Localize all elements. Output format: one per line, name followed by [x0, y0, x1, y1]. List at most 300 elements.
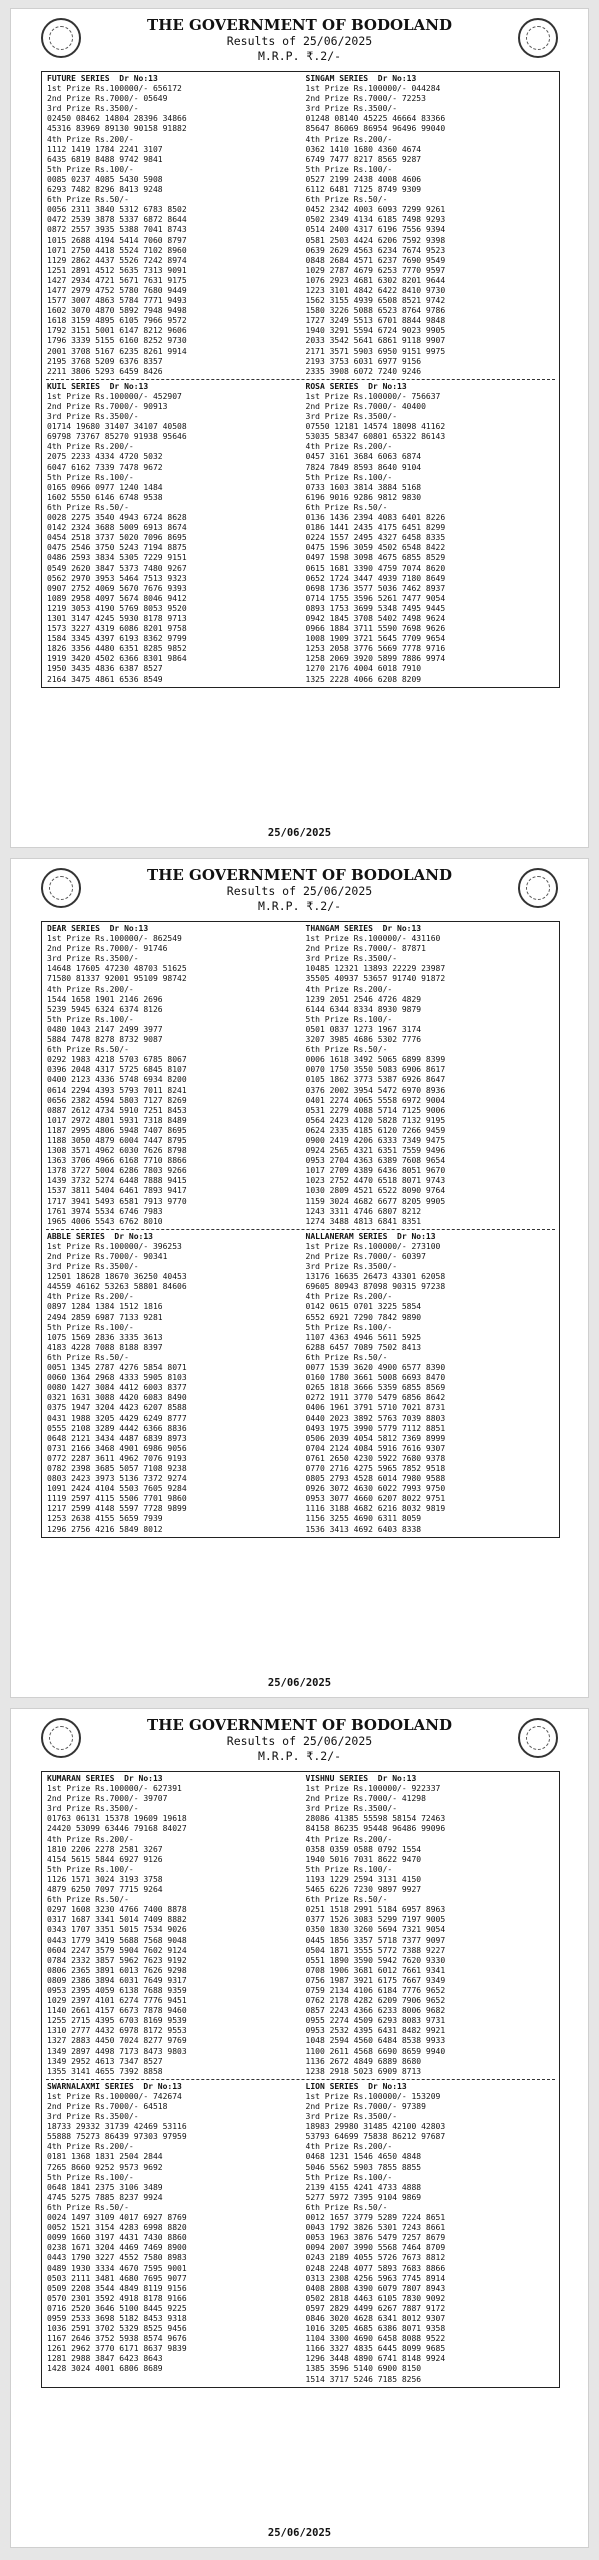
result-line: 0401 2274 4065 5558 6972 9004	[305, 1095, 446, 1105]
series-row	[42, 922, 559, 1229]
result-line: 1584 3345 4397 6193 8362 9799	[47, 634, 187, 644]
result-line: 4th Prize Rs.200/-	[47, 1292, 134, 1302]
result-line: 5277 5972 7395 9104 9869	[305, 2192, 422, 2202]
result-line: 0489 1930 3334 4670 7595 9001	[47, 2263, 187, 2273]
emblem-left-icon	[41, 868, 81, 908]
series-block	[301, 72, 560, 379]
result-line: 0343 1707 3351 5015 7534 9026	[47, 1925, 187, 1935]
result-line: 0077 1539 3620 4900 6577 8390	[305, 1363, 446, 1373]
result-line: 1573 3227 4319 6086 8201 9758	[47, 624, 187, 634]
series-row	[42, 72, 559, 379]
result-line: 1116 3188 4682 6216 8032 9819	[305, 1504, 446, 1514]
result-line: 0085 0237 4085 5430 5908	[47, 174, 163, 184]
result-line: 6047 6162 7339 7478 9672	[47, 462, 163, 472]
result-line: 2nd Prize Rs.7000/- 05649	[47, 94, 168, 104]
series-block	[301, 1230, 560, 1537]
result-line: 0377 1526 3083 5299 7197 9005	[305, 1915, 446, 1925]
result-line: 5th Prize Rs.100/-	[305, 164, 393, 174]
emblem-left-icon	[41, 18, 81, 58]
result-line: 6th Prize Rs.50/-	[47, 1045, 129, 1055]
result-line: 1796 3339 5155 6160 8252 9730	[47, 336, 187, 346]
result-line: 10485 12321 13893 22229 23987	[305, 964, 446, 974]
result-line: 0966 1884 3711 5590 7698 9626	[305, 624, 446, 634]
result-line: 0805 2793 4528 6014 7980 9588	[305, 1474, 446, 1484]
result-line: 0531 2279 4088 5714 7125 9006	[305, 1105, 446, 1115]
result-line: 6th Prize Rs.50/-	[47, 195, 129, 205]
result-line: 3rd Prize Rs.3500/-	[305, 1804, 398, 1814]
result-line: 0238 1671 3204 4469 7469 8900	[47, 2243, 187, 2253]
result-line: 1104 3300 4690 6458 8088 9522	[305, 2334, 446, 2344]
result-line: 2nd Prize Rs.7000/- 90913	[47, 402, 168, 411]
result-line: 1071 2750 4418 5524 7102 8960	[47, 245, 187, 255]
result-line: 1238 2918 5023 6909 8713	[305, 2066, 422, 2076]
result-line: 1029 2787 4679 6253 7770 9597	[305, 265, 446, 275]
result-line: 0452 2342 4003 6093 7299 9261	[305, 205, 446, 215]
result-line: 3rd Prize Rs.3500/-	[47, 954, 139, 964]
result-line: 0708 1906 3681 6012 7661 9341	[305, 1965, 446, 1975]
result-sheet	[10, 8, 589, 848]
result-line: 0028 2275 3540 4943 6724 8628	[47, 513, 187, 523]
result-line: 1327 2883 4450 7024 8277 9769	[47, 2036, 187, 2046]
result-line: 0848 2684 4571 6237 7690 9549	[305, 255, 446, 265]
result-line: 0564 2423 4120 5828 7132 9195	[305, 1115, 446, 1125]
result-line: 2033 3542 5641 6861 9118 9907	[305, 336, 446, 346]
series-row	[42, 2080, 559, 2387]
series-block	[42, 1230, 301, 1537]
result-line: 1602 3070 4870 5892 7948 9498	[47, 306, 187, 316]
result-line: 4th Prize Rs.200/-	[47, 2142, 134, 2152]
result-line: 1602 5550 6146 6748 9538	[47, 492, 163, 502]
series-title: THANGAM SERIES Dr No:13	[305, 924, 422, 933]
series-title: ROSA SERIES Dr No:13	[305, 381, 407, 391]
series-block	[42, 72, 301, 379]
mrp-price: M.R.P. ₹.2/-	[257, 1749, 342, 1763]
result-line: 0024 1497 3109 4017 6927 8769	[47, 2213, 187, 2223]
result-line: 53793 64699 75838 86212 97687	[305, 2132, 446, 2142]
result-line: 2nd Prize Rs.7000/- 41298	[305, 1794, 426, 1804]
result-line: 0502 2818 4463 6105 7830 9092	[305, 2293, 446, 2303]
result-line: 0503 2111 3481 4680 7695 9077	[47, 2273, 187, 2283]
result-line: 0504 1871 3555 5772 7388 9227	[305, 1945, 446, 1955]
result-line: 12501 18628 18670 36250 40453	[47, 1272, 187, 1282]
result-line: 1008 1909 3721 5645 7709 9654	[305, 634, 446, 644]
result-line: 0639 2629 4563 6234 7674 9523	[305, 245, 446, 255]
result-line: 1349 2952 4613 7347 8527	[47, 2056, 163, 2066]
series-block	[42, 2080, 301, 2387]
result-line: 1385 3596 5140 6900 8150	[305, 2364, 422, 2374]
result-line: 0053 1963 3876 5479 7257 8679	[305, 2233, 446, 2243]
result-line: 0926 3072 4630 6022 7993 9750	[305, 1484, 446, 1494]
series-title: SWARNALAXMI SERIES Dr No:13	[47, 2081, 182, 2091]
result-line: 0509 2208 3544 4849 8119 9156	[47, 2283, 187, 2293]
sheet-header	[11, 859, 588, 921]
result-line: 5239 5945 6324 6374 8126	[47, 1004, 163, 1014]
result-line: 1281 2988 3847 6423 8643	[47, 2354, 163, 2364]
result-line: 6552 6921 7290 7842 9890	[305, 1312, 422, 1322]
result-line: 6th Prize Rs.50/-	[47, 2202, 129, 2212]
result-line: 5th Prize Rs.100/-	[305, 472, 393, 482]
result-line: 1st Prize Rs.100000/- 656172	[47, 84, 182, 94]
result-line: 4th Prize Rs.200/-	[305, 984, 393, 994]
result-line: 02450 08462 14804 28396 34866	[47, 114, 187, 124]
result-line: 07550 12181 14574 18098 41162	[305, 422, 446, 432]
result-line: 0396 2048 4317 5725 6845 8107	[47, 1065, 187, 1075]
result-line: 1792 3151 5001 6147 8212 9606	[47, 326, 187, 336]
footer-date: 25/06/2025	[267, 2527, 332, 2539]
result-line: 1st Prize Rs.100000/- 922337	[305, 1784, 441, 1794]
result-line: 6th Prize Rs.50/-	[47, 502, 129, 512]
series-block	[301, 922, 560, 1229]
result-line: 6749 7477 8217 8565 9287	[305, 154, 422, 164]
result-line: 2nd Prize Rs.7000/- 64518	[47, 2102, 168, 2111]
result-line: 1727 3249 5513 6701 8844 9848	[305, 316, 446, 326]
result-line: 0953 2395 4059 6138 7688 9359	[47, 1985, 187, 1995]
result-line: 0846 3020 4628 6341 8012 9307	[305, 2313, 446, 2323]
result-line: 1544 1658 1901 2146 2696	[47, 994, 163, 1004]
result-line: 0265 1818 3666 5359 6855 8569	[305, 1383, 446, 1393]
result-line: 6th Prize Rs.50/-	[305, 2202, 388, 2212]
result-line: 0656 2382 4594 5803 7127 8269	[47, 1095, 187, 1105]
result-line: 1310 2777 4432 6978 8172 9553	[47, 2026, 187, 2036]
result-line: 0698 1736 3577 5036 7462 8937	[305, 583, 446, 593]
result-line: 0051 1345 2787 4276 5854 8071	[47, 1363, 187, 1373]
result-line: 3rd Prize Rs.3500/-	[305, 412, 398, 422]
result-line: 6196 9016 9286 9812 9830	[305, 492, 422, 502]
result-line: 0136 1436 2394 4083 6401 8226	[305, 513, 446, 523]
result-line: 2193 3753 6031 6977 9156	[305, 356, 422, 366]
result-line: 01248 08140 45225 46664 83366	[305, 114, 446, 124]
result-line: 0527 2199 2438 4008 4606	[305, 174, 422, 184]
result-line: 0761 2650 4230 5922 7680 9378	[305, 1453, 446, 1463]
result-line: 0475 1596 3059 4502 6548 8422	[305, 543, 446, 553]
result-line: 69798 73767 85270 91938 95646	[47, 432, 187, 442]
result-line: 1217 2599 4148 5597 7728 9899	[47, 1504, 187, 1514]
footer-date: 25/06/2025	[267, 827, 332, 839]
result-line: 0733 1603 3814 3884 5168	[305, 482, 422, 492]
series-block	[301, 380, 560, 687]
result-line: 1119 2597 4115 5506 7701 9860	[47, 1494, 187, 1504]
result-line: 1st Prize Rs.100000/- 273100	[305, 1241, 441, 1251]
result-line: 1325 2228 4066 6208 8209	[305, 674, 422, 684]
result-line: 1st Prize Rs.100000/- 756637	[305, 391, 441, 401]
result-line: 35505 40937 53657 91740 91872	[305, 974, 446, 984]
emblem-right-icon	[518, 868, 558, 908]
result-line: 1562 3155 4939 6508 8521 9742	[305, 296, 446, 306]
result-line: 4879 6250 7097 7715 9264	[47, 1885, 163, 1895]
result-line: 4th Prize Rs.200/-	[305, 2142, 393, 2152]
result-line: 0953 2704 4363 6389 7608 9654	[305, 1156, 446, 1166]
result-line: 1439 3732 5274 6448 7888 9415	[47, 1176, 187, 1186]
result-line: 1017 2972 4801 5931 7318 8489	[47, 1115, 187, 1125]
emblem-right-icon	[518, 1718, 558, 1758]
result-line: 0468 1231 1546 4650 4848	[305, 2152, 422, 2162]
result-line: 3rd Prize Rs.3500/-	[47, 2112, 139, 2122]
result-line: 0770 2716 4275 5965 7852 9518	[305, 1463, 446, 1473]
result-line: 0562 2970 3953 5464 7513 9323	[47, 573, 187, 583]
result-line: 0186 1441 2435 4175 6451 8299	[305, 523, 446, 533]
result-line: 1030 2809 4521 6522 8090 9764	[305, 1186, 446, 1196]
results-box	[41, 71, 560, 688]
result-line: 0406 1961 3791 5710 7021 8731	[305, 1403, 446, 1413]
result-line: 18733 29332 31739 42469 53116	[47, 2122, 187, 2132]
result-line: 1st Prize Rs.100000/- 431160	[305, 934, 441, 944]
result-line: 1140 2661 4157 6673 7878 9460	[47, 2006, 187, 2016]
series-row	[42, 1772, 559, 2079]
result-line: 0070 1750 3550 5083 6906 8617	[305, 1065, 446, 1075]
result-line: 6th Prize Rs.50/-	[47, 1352, 129, 1362]
result-line: 0043 1792 3826 5301 7243 8661	[305, 2223, 446, 2233]
result-line: 5th Prize Rs.100/-	[305, 1864, 393, 1874]
result-line: 0652 1724 3447 4939 7180 8649	[305, 573, 446, 583]
result-line: 0581 2503 4424 6206 7592 9398	[305, 235, 446, 245]
result-line: 0224 1557 2495 4327 6458 8335	[305, 533, 446, 543]
result-line: 1136 2672 4849 6889 8680	[305, 2056, 422, 2066]
result-line: 1536 3413 4692 6403 8338	[305, 1524, 422, 1534]
result-line: 0953 2532 4395 6431 8482 9921	[305, 2026, 446, 2036]
result-line: 0165 0966 0977 1240 1484	[47, 482, 163, 492]
result-line: 1580 3226 5088 6523 8764 9786	[305, 306, 446, 316]
result-line: 4745 5275 7885 8237 9924	[47, 2192, 163, 2202]
result-line: 1427 2934 4721 5671 7631 9175	[47, 275, 187, 285]
result-line: 1577 3007 4863 5784 7771 9493	[47, 296, 187, 306]
result-line: 0893 1753 3699 5348 7495 9445	[305, 603, 446, 613]
result-line: 1251 2891 4512 5635 7313 9091	[47, 265, 187, 275]
result-line: 5th Prize Rs.100/-	[47, 2172, 134, 2182]
series-title: KUIL SERIES Dr No:13	[47, 381, 149, 391]
result-line: 0731 2166 3468 4901 6986 9056	[47, 1443, 187, 1453]
result-sheet	[10, 1708, 589, 2548]
result-line: 18983 29980 31485 42100 42803	[305, 2122, 446, 2132]
result-line: 0597 2829 4499 6267 7887 9172	[305, 2303, 446, 2313]
result-line: 5884 7478 8278 8732 9087	[47, 1035, 163, 1045]
result-line: 1717 3941 5493 6581 7913 9770	[47, 1196, 187, 1206]
result-line: 1091 2424 4104 5503 7605 9284	[47, 1484, 187, 1494]
result-line: 1017 2709 4389 6436 8051 9670	[305, 1166, 446, 1176]
result-line: 0056 2311 3840 5312 6783 8502	[47, 205, 187, 215]
result-line: 0551 1890 3590 5942 7620 9330	[305, 1955, 446, 1965]
result-line: 1219 3053 4190 5769 8053 9520	[47, 603, 187, 613]
result-line: 1st Prize Rs.100000/- 862549	[47, 934, 182, 944]
result-line: 1223 3101 4842 6422 8410 9730	[305, 285, 446, 295]
result-line: 1159 3024 4682 6677 8205 9905	[305, 1196, 446, 1206]
result-line: 0648 1841 2375 3106 3489	[47, 2182, 163, 2192]
result-line: 1107 4363 4946 5611 5925	[305, 1332, 422, 1342]
series-block	[301, 1772, 560, 2079]
result-line: 0714 1755 3596 5261 7477 9054	[305, 593, 446, 603]
result-line: 0142 0615 0701 3225 5854	[305, 1302, 422, 1312]
result-line: 0784 2332 3857 5962 7623 9192	[47, 1955, 187, 1965]
result-line: 0809 2386 3894 6031 7649 9317	[47, 1975, 187, 1985]
result-line: 1477 2979 4752 5780 7680 9449	[47, 285, 187, 295]
result-line: 1826 3356 4480 6351 8285 9852	[47, 644, 187, 654]
result-line: 3rd Prize Rs.3500/-	[47, 104, 139, 114]
result-line: 44559 46162 53263 58801 84606	[47, 1282, 187, 1292]
result-line: 1940 3291 5594 6724 9023 9905	[305, 326, 446, 336]
result-line: 1st Prize Rs.100000/- 396253	[47, 1241, 182, 1251]
result-line: 0443 1779 3419 5688 7568 9048	[47, 1935, 187, 1945]
result-line: 1965 4006 5543 6762 8010	[47, 1216, 163, 1226]
result-line: 2nd Prize Rs.7000/- 40400	[305, 402, 426, 411]
result-line: 0570 2301 3592 4918 8178 9166	[47, 2293, 187, 2303]
result-line: 53035 58347 60801 65322 86143	[305, 432, 446, 442]
sheet-header	[11, 9, 588, 71]
result-line: 0362 1410 1680 4360 4674	[305, 144, 422, 154]
result-line: 0762 2178 4282 6209 7906 9652	[305, 1996, 446, 2006]
result-line: 1270 2176 4004 6018 7910	[305, 664, 422, 674]
series-block	[42, 380, 301, 687]
result-line: 2nd Prize Rs.7000/- 90341	[47, 1252, 168, 1261]
result-line: 2nd Prize Rs.7000/- 39707	[47, 1794, 168, 1804]
result-line: 1st Prize Rs.100000/- 452907	[47, 391, 182, 401]
result-line: 1301 3147 4245 5930 8178 9713	[47, 613, 187, 623]
result-line: 1193 1229 2594 3131 4150	[305, 1874, 422, 1884]
result-line: 1349 2897 4498 7173 8473 9803	[47, 2046, 187, 2056]
result-line: 0408 2808 4390 6079 7807 8943	[305, 2283, 446, 2293]
series-title: NALLANERAM SERIES Dr No:13	[305, 1231, 436, 1241]
result-line: 0012 1657 3779 5289 7224 8651	[305, 2213, 446, 2223]
result-line: 1761 3974 5534 6746 7983	[47, 1206, 163, 1216]
result-line: 0400 2123 4336 5748 6934 8200	[47, 1075, 187, 1085]
result-line: 6112 6481 7125 8749 9309	[305, 185, 422, 195]
result-line: 6288 6457 7089 7502 8413	[305, 1342, 422, 1352]
result-line: 6th Prize Rs.50/-	[305, 1895, 388, 1905]
result-line: 1296 3448 4890 6741 8148 9924	[305, 2354, 446, 2364]
result-line: 0080 1427 3084 4412 6003 8377	[47, 1383, 187, 1393]
result-line: 0440 2023 3892 5763 7039 8803	[305, 1413, 446, 1423]
government-title: THE GOVERNMENT OF BODOLAND	[147, 1716, 452, 1734]
result-line: 5th Prize Rs.100/-	[47, 164, 134, 174]
result-line: 1355 3141 4655 7392 8858	[47, 2066, 163, 2076]
result-line: 1023 2752 4470 6518 8071 9743	[305, 1176, 446, 1186]
result-line: 1st Prize Rs.100000/- 153209	[305, 2091, 441, 2101]
results-date: Results of 25/06/2025	[226, 884, 373, 898]
result-line: 0251 1518 2991 5184 6957 8963	[305, 1905, 446, 1915]
result-line: 0060 1364 2968 4333 5905 8103	[47, 1373, 187, 1383]
result-line: 1363 3706 4966 6168 7710 8866	[47, 1156, 187, 1166]
series-title: ABBLE SERIES Dr No:13	[47, 1231, 153, 1241]
result-line: 6th Prize Rs.50/-	[305, 502, 388, 512]
result-line: 0549 2620 3847 5373 7480 9267	[47, 563, 187, 573]
result-line: 0924 2565 4321 6351 7559 9496	[305, 1146, 446, 1156]
result-line: 5465 6226 7230 9897 9927	[305, 1885, 422, 1895]
result-line: 1075 1569 2836 3335 3613	[47, 1332, 163, 1342]
result-line: 1100 2611 4568 6690 8659 9940	[305, 2046, 446, 2056]
result-line: 0497 1598 3098 4675 6855 8529	[305, 553, 446, 563]
result-line: 1016 3205 4685 6386 8071 9358	[305, 2324, 446, 2334]
result-line: 0313 2308 4256 5963 7745 8914	[305, 2273, 446, 2283]
result-line: 0480 1043 2147 2499 3977	[47, 1024, 163, 1034]
result-line: 6144 6344 8334 8930 9879	[305, 1004, 422, 1014]
result-line: 2nd Prize Rs.7000/- 72253	[305, 94, 426, 104]
result-line: 0094 2007 3990 5568 7464 8709	[305, 2243, 446, 2253]
result-line: 69605 80943 87098 90315 97238	[305, 1282, 446, 1292]
result-line: 0759 2134 4106 6184 7776 9652	[305, 1985, 446, 1995]
result-line: 2nd Prize Rs.7000/- 91746	[47, 944, 168, 954]
result-line: 3rd Prize Rs.3500/-	[47, 1262, 139, 1272]
result-line: 6th Prize Rs.50/-	[305, 195, 388, 205]
result-line: 0772 2287 3611 4962 7076 9193	[47, 1453, 187, 1463]
result-line: 1940 5016 7031 8622 9470	[305, 1854, 422, 1864]
series-block	[301, 2080, 560, 2387]
result-line: 1253 2638 4155 5659 7939	[47, 1514, 163, 1524]
result-line: 1st Prize Rs.100000/- 627391	[47, 1784, 182, 1794]
result-line: 0248 2248 4077 5893 7683 8866	[305, 2263, 446, 2273]
result-line: 3rd Prize Rs.3500/-	[305, 104, 398, 114]
result-line: 0431 1988 3205 4429 6249 8777	[47, 1413, 187, 1423]
result-line: 1112 1419 1784 2241 3107	[47, 144, 163, 154]
series-block	[42, 1772, 301, 2079]
result-line: 2195 3768 5209 6376 8357	[47, 356, 163, 366]
result-line: 0457 3161 3684 6063 6874	[305, 452, 422, 462]
result-line: 1261 2962 3770 6171 8637 9839	[47, 2344, 187, 2354]
result-line: 1029 2397 4101 6274 7776 9451	[47, 1996, 187, 2006]
result-line: 0959 2533 3698 5182 8453 9318	[47, 2313, 187, 2323]
result-line: 0803 2423 3973 5136 7372 9274	[47, 1474, 187, 1484]
results-date: Results of 25/06/2025	[226, 1734, 373, 1748]
result-line: 1919 3420 4502 6366 8301 9864	[47, 654, 187, 664]
result-line: 1156 3255 4690 6311 8059	[305, 1514, 422, 1524]
result-line: 1126 1571 3024 3193 3758	[47, 1874, 163, 1884]
result-line: 1378 3727 5004 6286 7803 9266	[47, 1166, 187, 1176]
result-line: 0160 1780 3661 5008 6693 8470	[305, 1373, 446, 1383]
result-line: 7265 8660 9252 9573 9692	[47, 2162, 163, 2172]
result-line: 24420 53099 63446 79168 84027	[47, 1824, 187, 1834]
result-line: 1428 3024 4001 6806 8689	[47, 2364, 163, 2374]
result-line: 1253 2058 3776 5669 7778 9716	[305, 644, 446, 654]
result-line: 0555 2108 3289 4442 6366 8836	[47, 1423, 187, 1433]
result-line: 14648 17605 47230 48703 51625	[47, 964, 187, 974]
result-line: 0486 2593 3834 5305 7229 9151	[47, 553, 187, 563]
result-line: 0445 1856 3357 5718 7377 9097	[305, 1935, 446, 1945]
result-line: 0181 1368 1831 2504 2844	[47, 2152, 163, 2162]
result-line: 0272 1911 3770 5479 6856 8642	[305, 1393, 446, 1403]
result-line: 0317 1687 3341 5014 7409 8882	[47, 1915, 187, 1925]
sheet-header	[11, 1709, 588, 1771]
result-line: 1810 2206 2278 2581 3267	[47, 1844, 163, 1854]
result-line: 1166 3327 4835 6445 8099 9685	[305, 2344, 446, 2354]
result-line: 2171 3571 5903 6950 9151 9975	[305, 346, 446, 356]
result-line: 0704 2124 4084 5916 7616 9307	[305, 1443, 446, 1453]
result-line: 0454 2518 3737 5020 7096 8695	[47, 533, 187, 543]
result-line: 5th Prize Rs.100/-	[305, 2172, 393, 2182]
result-line: 6435 6819 8488 9742 9841	[47, 154, 163, 164]
footer-date: 25/06/2025	[267, 1677, 332, 1689]
result-line: 1296 2756 4216 5849 8012	[47, 1524, 163, 1534]
result-line: 1st Prize Rs.100000/- 044284	[305, 84, 441, 94]
result-line: 3rd Prize Rs.3500/-	[305, 1262, 398, 1272]
result-line: 1514 3717 5246 7185 8256	[305, 2374, 422, 2384]
result-line: 0514 2400 4317 6196 7556 9394	[305, 225, 446, 235]
result-line: 13176 16635 26473 43301 62058	[305, 1272, 446, 1282]
result-line: 2nd Prize Rs.7000/- 87871	[305, 944, 426, 954]
result-line: 28086 41385 55598 58154 72463	[305, 1814, 446, 1824]
results-box	[41, 1771, 560, 2388]
result-line: 0105 1862 3773 5387 6926 8647	[305, 1075, 446, 1085]
series-title: DEAR SERIES Dr No:13	[47, 924, 149, 933]
result-line: 4th Prize Rs.200/-	[47, 1834, 134, 1844]
result-line: 6th Prize Rs.50/-	[305, 1045, 388, 1055]
result-line: 01714 19680 31407 34107 40508	[47, 422, 187, 432]
result-line: 5th Prize Rs.100/-	[305, 1322, 393, 1332]
result-line: 0615 1681 3390 4759 7074 8620	[305, 563, 446, 573]
result-line: 2nd Prize Rs.7000/- 60397	[305, 1252, 426, 1261]
government-title: THE GOVERNMENT OF BODOLAND	[147, 16, 452, 34]
result-line: 0907 2752 4069 5670 7676 9393	[47, 583, 187, 593]
result-line: 5th Prize Rs.100/-	[47, 1014, 134, 1024]
result-line: 6293 7482 8296 8413 9248	[47, 185, 163, 195]
result-line: 1st Prize Rs.100000/- 742674	[47, 2091, 182, 2101]
result-line: 0506 2039 4054 5812 7369 8999	[305, 1433, 446, 1443]
